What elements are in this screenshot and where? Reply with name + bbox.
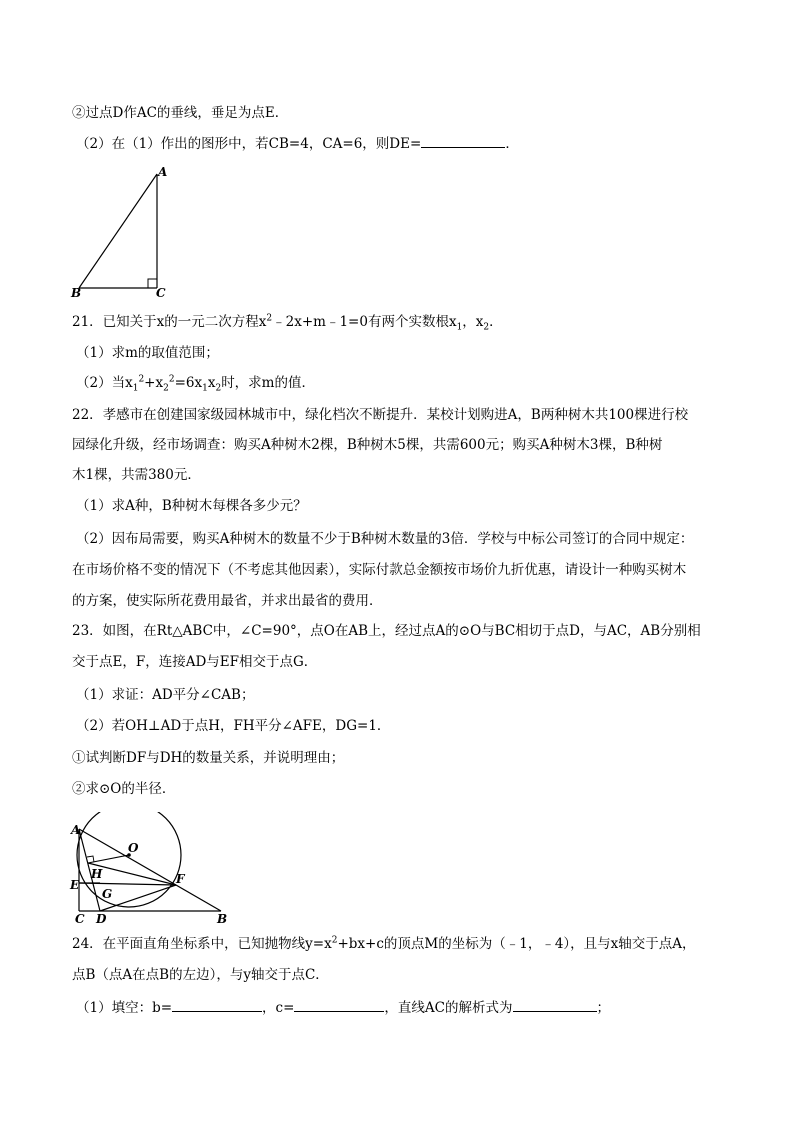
line-construct-perpendicular: ②过点D作AC的垂线，垂足为点E． [72, 105, 289, 121]
fig2-label-o: O [128, 841, 139, 855]
q22-part2-line3: 的方案，使实际所花费用最省，并求出最省的费用． [72, 593, 383, 609]
q22-part2-line2: 在市场价格不变的情况下（不考虑其他因素），实际付款总金额按市场价九折优惠，请设计一种购买树木 [72, 562, 687, 578]
q24-part1: （1）填空：b= ，c= ，直线AC的解析式为 ； [76, 1000, 611, 1016]
q24-stem-line2: 点B（点A在点B的左边），与y轴交于点C． [72, 967, 329, 983]
q20-part2: （2）在（1）作出的图形中，若CB=4，CA=6，则DE= ． [76, 136, 519, 152]
q24-stem-line1: 24．在平面直角坐标系中，已知抛物线$y=x^2+bx+c$的顶点M的坐标为（﹣1，﹣4），且与x轴交于点A， [72, 935, 696, 952]
fig1-label-c: C [156, 286, 166, 299]
q23-stem-line1: 23．如图，在Rt△ABC中，∠C=90°，点O在AB上，经过点A的⊙O与BC相切于点D，与AC，AB分别相 [72, 623, 701, 639]
answer-blank-c [294, 1011, 384, 1012]
q21-stem: 21．已知关于x的一元二次方程$x^2﹣2x+m﹣1=0$有两个实数根$x_1$，$x_2$． [72, 313, 503, 333]
figure-right-triangle [70, 164, 180, 299]
q22-part2-line1: （2）因布局需要，购买A种树木的数量不少于B种树木数量的3倍．学校与中标公司签订的合同中规定： [76, 531, 694, 547]
q21-part1: （1）求m的取值范围； [76, 345, 219, 361]
q23-sub1: ①试判断DF与DH的数量关系，并说明理由； [72, 750, 345, 766]
fig1-label-a: A [158, 165, 168, 179]
fig2-label-f: F [176, 872, 185, 886]
answer-blank-de [421, 147, 505, 148]
q22-stem-line3: 木1棵，共需380元． [72, 467, 201, 483]
fig1-label-b: B [71, 286, 82, 299]
fig2-label-e: E [70, 878, 80, 892]
fig2-label-b: B [217, 912, 228, 926]
fig2-label-h: H [91, 867, 103, 881]
fig2-label-d: D [96, 912, 107, 926]
q23-part2: （2）若OH⊥AD于点H，FH平分∠AFE，DG=1． [76, 718, 391, 734]
q22-part1: （1）求A种，B种树木每棵各多少元？ [76, 498, 307, 514]
fig2-label-g: G [102, 887, 113, 901]
q22-stem-line2: 园绿化升级，经市场调查：购买A种树木2棵，B种树木5棵，共需600元；购买A种树木3棵，B种树 [72, 437, 663, 453]
answer-blank-b [172, 1011, 262, 1012]
q23-stem-line2: 交于点E，F，连接AD与EF相交于点G． [72, 654, 318, 670]
figure-circle-triangle [66, 812, 234, 926]
fig2-label-c: C [75, 912, 85, 926]
q21-part2: （2）当$x_1^2+x_2^2=6x_1x_2$时，求m的值． [76, 374, 315, 394]
q23-sub2: ②求⊙O的半径． [72, 781, 176, 797]
answer-blank-ac [513, 1011, 597, 1012]
fig2-label-a: A [71, 823, 81, 837]
q23-part1: （1）求证：AD平分∠CAB； [76, 687, 255, 703]
q22-stem-line1: 22．孝感市在创建国家级园林城市中，绿化档次不断提升．某校计划购进A，B两种树木共100棵进行校 [72, 407, 689, 423]
